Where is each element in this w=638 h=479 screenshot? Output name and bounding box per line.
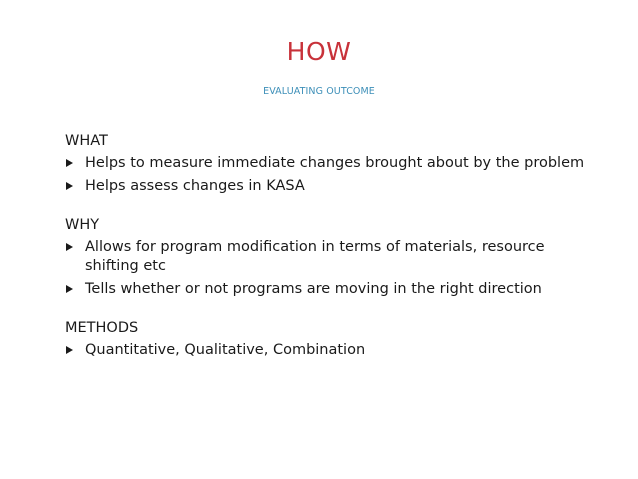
bullet-list bbox=[65, 154, 585, 196]
list-item-text: Tells whether or not programs are moving in the right direction bbox=[85, 281, 542, 297]
list-item bbox=[65, 238, 585, 276]
list-item-text: Quantitative, Qualitative, Combination bbox=[85, 342, 366, 358]
slide-title: HOW bbox=[286, 37, 352, 66]
list-item bbox=[65, 280, 585, 299]
bullet-arrow-icon bbox=[66, 285, 73, 293]
bullet-arrow-icon bbox=[66, 159, 73, 167]
section-methods bbox=[65, 319, 585, 360]
list-item bbox=[65, 177, 585, 196]
section-heading: WHY bbox=[65, 217, 100, 233]
list-item-text: Allows for program modification in terms of materials, resource shifting etc bbox=[85, 239, 545, 274]
slide-content bbox=[65, 132, 585, 374]
list-item bbox=[65, 341, 585, 360]
list-item bbox=[65, 154, 585, 173]
bullet-arrow-icon bbox=[66, 182, 73, 190]
section-heading: METHODS bbox=[65, 320, 139, 336]
slide-subtitle: EVALUATING OUTCOME bbox=[263, 86, 375, 97]
section-what bbox=[65, 132, 585, 196]
section-heading: WHAT bbox=[65, 133, 108, 149]
section-why bbox=[65, 216, 585, 299]
bullet-list bbox=[65, 341, 585, 360]
bullet-arrow-icon bbox=[66, 243, 73, 251]
list-item-text: Helps to measure immediate changes brought about by the problem bbox=[85, 155, 585, 171]
bullet-arrow-icon bbox=[66, 346, 73, 354]
bullet-list bbox=[65, 238, 585, 299]
list-item-text: Helps assess changes in KASA bbox=[85, 178, 305, 194]
